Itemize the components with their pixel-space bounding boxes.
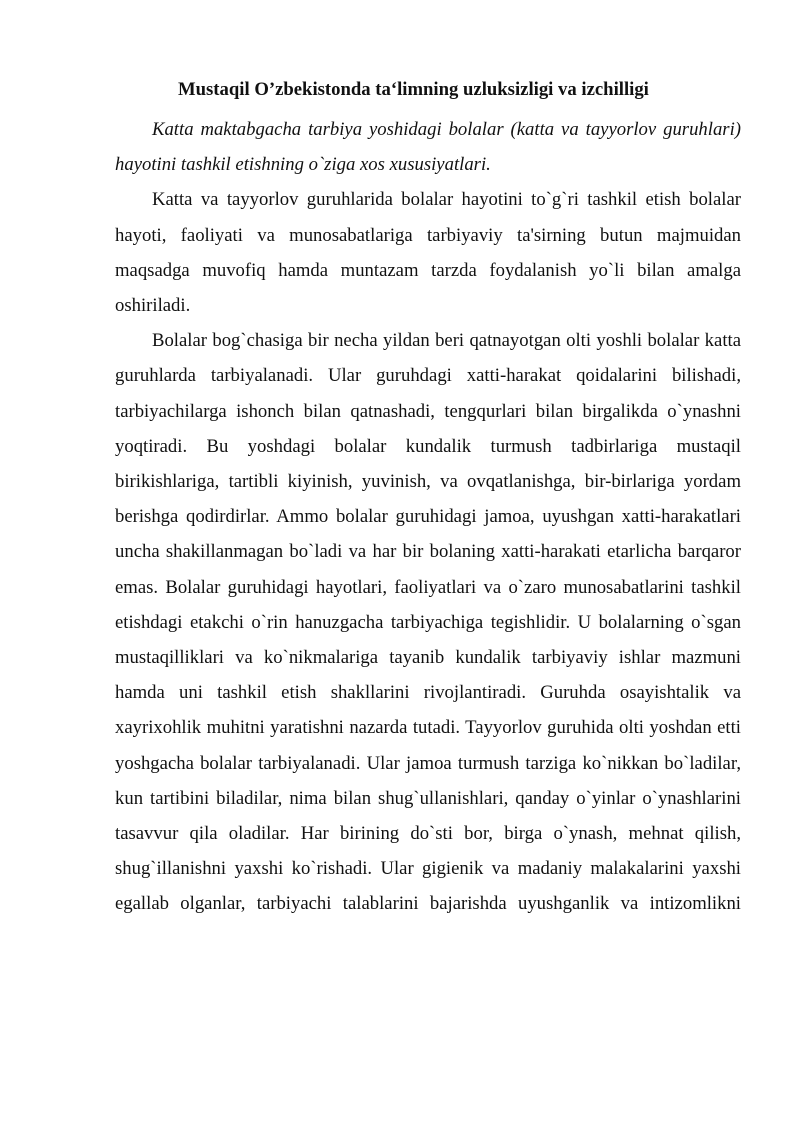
paragraph: Katta va tayyorlov guruhlarida bolalar hayotini to`g`ri tashkil etish bolalar hayoti, faoliyati va munosabatlariga tarbiyaviy ta'sirning butun majmuidan maqsadga muvofiq hamda muntazam tarzda foydalanish yo`li bilan amalga oshiriladi. (115, 189, 741, 317)
paragraph: Bolalar bog`chasiga bir necha yildan beri qatnayotgan olti yoshli bolalar katta guruhlarda tarbiyalanadi. Ular guruhdagi xatti-harakat qoidalarini bilishadi, tarbiyachilarga ishonch bilan qatnashadi, tengqurlari bilan birgalikda o`ynashni yoqtiradi. Bu yoshdagi bolalar kundalik turmush tadbirlariga mustaqil birikishlariga, tartibli kiyinish, yuvinish, va ovqatlanishga, bir-birlariga yordam berishga qodirdirlar. Ammo bolalar guruhidagi jamoa, uyushgan xatti-harakatlari uncha shakillanmagan bo`ladi va har bir bolaning xatti-harakati etarlicha barqaror emas. Bolalar guruhidagi hayotlari, faoliyatlari va o`zaro munosabatlarini tashkil etishdagi etakchi o`rin hanuzgacha tarbiyachiga tegishlidir. U bolalarning o`sgan mustaqilliklari va ko`nikmalariga tayanib kundalik tarbiyaviy ishlar mazmuni hamda uni tashkil etish shakllarini rivojlantiradi. Guruhda osayishtalik va xayrixohlik muhitni yaratishni nazarda tutadi. Tayyorlov guruhida olti yoshdan etti yoshgacha bolalar tarbiyalanadi. Ular jamoa turmush tarziga ko`nikkan bo`ladilar, kun tartibini biladilar, nima bilan shug`ullanishlari, qanday o`yinlar o`ynashlarini tasavvur qila oladilar. Har birining do`sti bor, birga o`ynash, mehnat qilish, shug`illanishni yaxshi ko`rishadi. Ular gigienik va madaniy malakalarini yaxshi egallab olganlar, tarbiyachi talablarini bajarishda uyushganlik va intizomlikni (115, 330, 741, 915)
document-title: Mustaqil O’zbekistonda ta‘limning uzluksizligi va izchilligi (178, 79, 649, 100)
document-page (115, 68, 741, 922)
document-subtitle: Katta maktabgacha tarbiya yoshidagi bolalar (katta va tayyorlov guruhlari) hayotini tashkil etishning o`ziga xos xususiyatlari. (115, 119, 741, 176)
